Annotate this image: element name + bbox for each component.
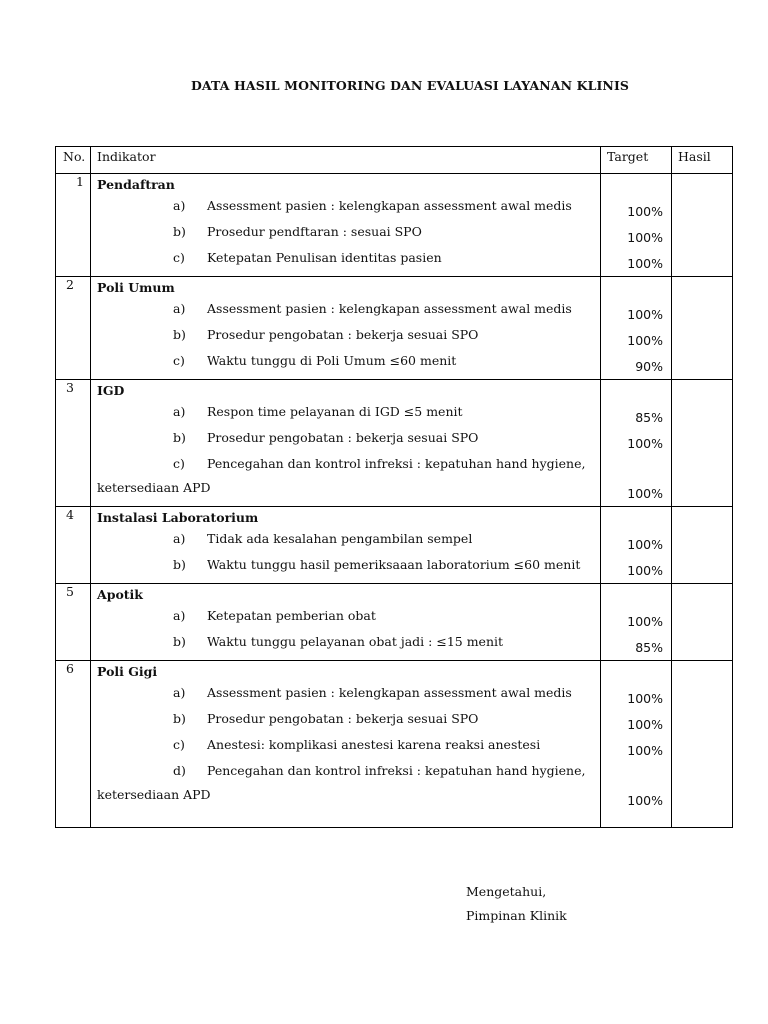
indicator-item — [91, 353, 600, 379]
item-letter: c) — [173, 737, 185, 752]
table-row — [56, 507, 733, 584]
item-text: Prosedur pengobatan : bekerja sesuai SPO — [207, 711, 479, 726]
indicator-item — [91, 634, 600, 660]
target-cell — [601, 277, 672, 380]
item-text: Waktu tunggu di Poli Umum ≤60 menit — [207, 353, 457, 368]
section-title: IGD — [97, 383, 125, 398]
item-text: Respon time pelayanan di IGD ≤5 menit — [207, 404, 463, 419]
result-cell — [672, 277, 733, 380]
target-cell — [601, 584, 672, 661]
indicator-cell — [91, 507, 601, 584]
indicator-cell — [91, 174, 601, 277]
target-cell — [601, 507, 672, 584]
table-body — [56, 174, 733, 828]
target-cell — [601, 661, 672, 828]
target-cell — [601, 380, 672, 507]
indicator-item — [91, 327, 600, 353]
result-cell — [672, 380, 733, 507]
indicator-cell — [91, 584, 601, 661]
target-value: 100% — [627, 743, 663, 758]
indicator-item — [91, 608, 600, 634]
indicator-item — [91, 737, 600, 763]
target-value: 100% — [627, 614, 663, 629]
item-letter: b) — [173, 711, 186, 726]
indicator-item — [91, 711, 600, 737]
target-value: 90% — [635, 359, 663, 374]
item-letter: d) — [173, 763, 186, 778]
row-number: 5 — [56, 584, 91, 661]
indicator-cell — [91, 380, 601, 507]
item-text: Ketepatan pemberian obat — [207, 608, 376, 623]
item-text: Waktu tunggu hasil pemeriksaaan laboratorium ≤60 menit — [207, 557, 581, 572]
indicator-item — [91, 763, 600, 813]
table-row — [56, 277, 733, 380]
item-letter: c) — [173, 353, 185, 368]
indicator-item — [91, 557, 600, 583]
indicator-cell — [91, 277, 601, 380]
item-text: Prosedur pengobatan : bekerja sesuai SPO — [207, 430, 479, 445]
header-hasil: Hasil — [672, 147, 733, 174]
indicator-item — [91, 301, 600, 327]
row-number: 4 — [56, 507, 91, 584]
indicator-item — [91, 685, 600, 711]
target-value: 100% — [627, 204, 663, 219]
row-number: 6 — [56, 661, 91, 828]
target-value: 100% — [627, 563, 663, 578]
monitoring-table — [55, 146, 733, 828]
section-title: Apotik — [97, 587, 143, 602]
item-text: Ketepatan Penulisan identitas pasien — [207, 250, 442, 265]
item-text-continuation: ketersediaan APD — [97, 480, 211, 495]
section-title: Poli Umum — [97, 280, 175, 295]
indicator-item — [91, 224, 600, 250]
target-value: 100% — [627, 486, 663, 501]
target-value: 100% — [627, 691, 663, 706]
result-cell — [672, 507, 733, 584]
target-value: 100% — [627, 333, 663, 348]
item-text: Assessment pasien : kelengkapan assessment awal medis — [207, 301, 572, 316]
item-text-continuation: ketersediaan APD — [97, 787, 211, 802]
item-text: Tidak ada kesalahan pengambilan sempel — [207, 531, 473, 546]
item-text: Waktu tunggu pelayanan obat jadi : ≤15 menit — [207, 634, 504, 649]
indicator-item — [91, 456, 600, 506]
target-value: 100% — [627, 436, 663, 451]
header-no: No. — [56, 147, 91, 174]
item-text: Prosedur pengobatan : bekerja sesuai SPO — [207, 327, 479, 342]
table-row — [56, 661, 733, 828]
table-row — [56, 584, 733, 661]
item-letter: a) — [173, 531, 186, 546]
header-target: Target — [601, 147, 672, 174]
target-value: 100% — [627, 307, 663, 322]
item-text: Anestesi: komplikasi anestesi karena reaksi anestesi — [207, 737, 541, 752]
header-indikator: Indikator — [91, 147, 601, 174]
indicator-item — [91, 250, 600, 276]
item-text: Pencegahan dan kontrol infreksi : kepatuhan hand hygiene, — [207, 763, 586, 778]
result-cell — [672, 661, 733, 828]
indicator-item — [91, 404, 600, 430]
item-letter: a) — [173, 685, 186, 700]
table-header-row — [56, 147, 733, 174]
signature-acknowledged: Mengetahui, — [466, 884, 547, 899]
item-letter: c) — [173, 250, 185, 265]
row-number: 3 — [56, 380, 91, 507]
item-letter: a) — [173, 404, 186, 419]
row-number: 1 — [56, 174, 91, 277]
item-letter: b) — [173, 634, 186, 649]
item-text: Pencegahan dan kontrol infreksi : kepatuhan hand hygiene, — [207, 456, 586, 471]
item-letter: a) — [173, 301, 186, 316]
item-letter: b) — [173, 557, 186, 572]
target-value: 85% — [635, 410, 663, 425]
target-value: 100% — [627, 793, 663, 808]
indicator-item — [91, 198, 600, 224]
item-letter: c) — [173, 456, 185, 471]
item-letter: b) — [173, 327, 186, 342]
section-title: Poli Gigi — [97, 664, 158, 679]
target-value: 100% — [627, 256, 663, 271]
indicator-cell — [91, 661, 601, 828]
target-value: 100% — [627, 717, 663, 732]
target-value: 100% — [627, 537, 663, 552]
target-value: 100% — [627, 230, 663, 245]
target-cell — [601, 174, 672, 277]
item-letter: a) — [173, 198, 186, 213]
document-title: DATA HASIL MONITORING DAN EVALUASI LAYANAN KLINIS — [190, 78, 630, 93]
item-letter: b) — [173, 224, 186, 239]
target-value: 85% — [635, 640, 663, 655]
table-row — [56, 380, 733, 507]
section-title: Pendaftran — [97, 177, 175, 192]
table-row — [56, 174, 733, 277]
item-text: Prosedur pendftaran : sesuai SPO — [207, 224, 422, 239]
signature-title: Pimpinan Klinik — [466, 908, 567, 923]
item-text: Assessment pasien : kelengkapan assessment awal medis — [207, 198, 572, 213]
item-letter: a) — [173, 608, 186, 623]
indicator-item — [91, 531, 600, 557]
item-letter: b) — [173, 430, 186, 445]
indicator-item — [91, 430, 600, 456]
item-text: Assessment pasien : kelengkapan assessment awal medis — [207, 685, 572, 700]
row-number: 2 — [56, 277, 91, 380]
result-cell — [672, 584, 733, 661]
section-title: Instalasi Laboratorium — [97, 510, 259, 525]
result-cell — [672, 174, 733, 277]
